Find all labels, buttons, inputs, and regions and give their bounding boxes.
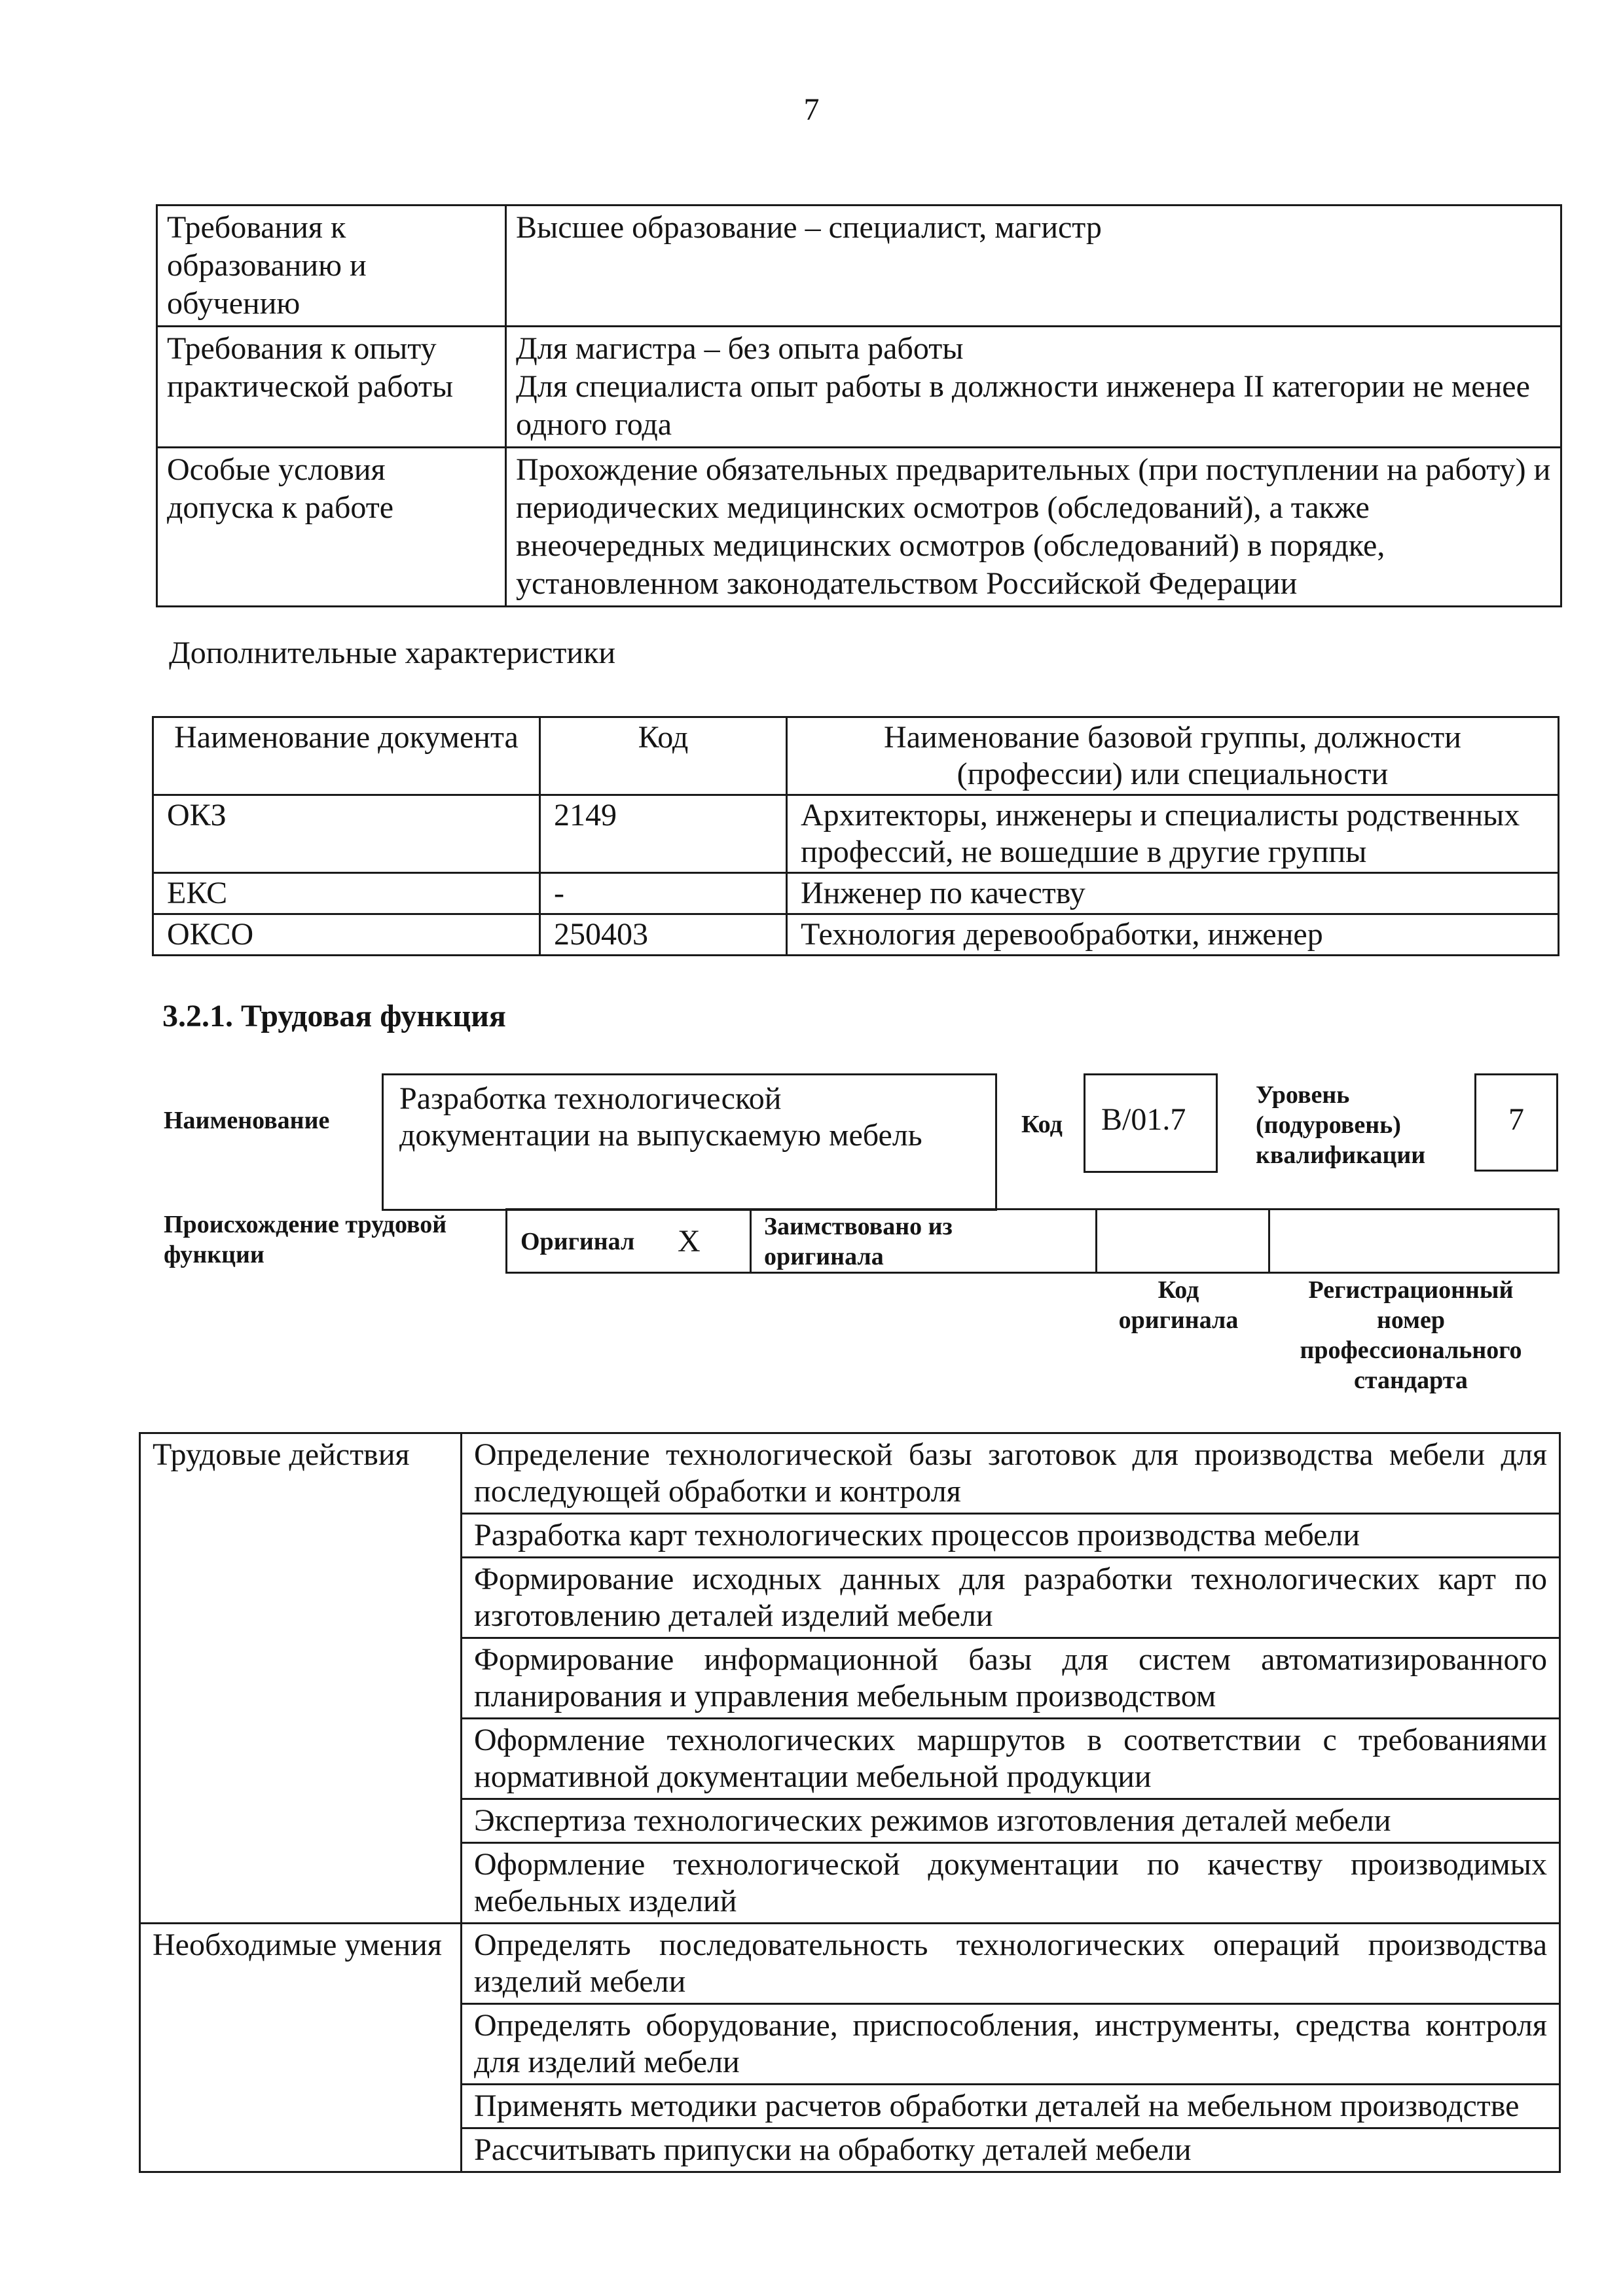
table-row — [157, 327, 1561, 448]
details-item: Разработка карт технологических процессов производства мебели — [462, 1514, 1560, 1558]
function-code: B/01.7 — [1101, 1102, 1186, 1137]
requirements-table — [156, 204, 1562, 607]
table-row — [140, 1433, 1560, 1514]
table-row — [153, 914, 1559, 956]
details-table — [139, 1432, 1561, 2173]
table-cell: Архитекторы, инженеры и специалисты родственных профессий, не вошедшие в другие группы — [787, 795, 1559, 873]
details-label: Необходимые умения — [140, 1924, 462, 2172]
table-cell: Инженер по качеству — [787, 873, 1559, 914]
table-cell: 250403 — [540, 914, 787, 956]
divider — [1095, 1210, 1097, 1272]
requirement-value: Высшее образование – специалист, магистр — [506, 206, 1561, 327]
function-name: Разработка технологической документации на выпускаемую мебель — [399, 1081, 922, 1153]
original-mark: X — [678, 1224, 701, 1259]
requirement-label: Особые условия допуска к работе — [157, 448, 506, 607]
details-item: Определять оборудование, приспособления, инструменты, средства контроля для изделий мебели — [462, 2004, 1560, 2085]
column-header: Наименование документа — [153, 717, 540, 795]
table-cell: - — [540, 873, 787, 914]
original-label: Оригинал — [520, 1228, 635, 1255]
details-item: Рассчитывать припуски на обработку деталей мебели — [462, 2128, 1560, 2172]
table-row — [153, 795, 1559, 873]
level-value: 7 — [1508, 1102, 1524, 1137]
table-header-row — [153, 717, 1559, 795]
divider — [1268, 1210, 1270, 1272]
page-number: 7 — [803, 92, 820, 127]
table-cell: ЕКС — [153, 873, 540, 914]
details-item: Экспертиза технологических режимов изготовления деталей мебели — [462, 1799, 1560, 1843]
details-item: Формирование информационной базы для систем автоматизированного планирования и управления мебельным производством — [462, 1638, 1560, 1719]
details-label: Трудовые действия — [140, 1433, 462, 1924]
origin-box — [505, 1208, 1559, 1274]
requirement-label: Требования к образованию и обучению — [157, 206, 506, 327]
table-cell: 2149 — [540, 795, 787, 873]
origin-label: Происхождение трудовой функции — [164, 1211, 447, 1268]
additional-table — [152, 716, 1559, 956]
table-row — [157, 448, 1561, 607]
function-code-box — [1084, 1073, 1218, 1173]
code-original-caption: Код оригинала — [1118, 1276, 1239, 1334]
additional-title: Дополнительные характеристики — [169, 636, 616, 670]
level-box — [1474, 1073, 1558, 1172]
table-cell: ОКЗ — [153, 795, 540, 873]
divider — [750, 1210, 752, 1272]
column-header: Код — [540, 717, 787, 795]
table-row — [153, 873, 1559, 914]
borrowed-label: Заимствовано из оригинала — [764, 1213, 953, 1270]
details-item: Определять последовательность технологических операций производства изделий мебели — [462, 1924, 1560, 2004]
requirement-value: Для магистра – без опыта работы Для специалиста опыт работы в должности инженера II категории не менее одного года — [506, 327, 1561, 448]
table-row — [140, 1924, 1560, 2004]
table-cell: Технология деревообработки, инженер — [787, 914, 1559, 956]
level-label: Уровень (подуровень) квалификации — [1256, 1081, 1426, 1169]
details-item: Формирование исходных данных для разработки технологических карт по изготовлению деталей изделий мебели — [462, 1558, 1560, 1638]
details-item: Оформление технологических маршрутов в соответствии с требованиями нормативной документации мебельной продукции — [462, 1719, 1560, 1799]
function-name-box — [382, 1073, 997, 1211]
column-header: Наименование базовой группы, должности (профессии) или специальности — [787, 717, 1559, 795]
section-heading: 3.2.1. Трудовая функция — [162, 999, 506, 1033]
table-row — [157, 206, 1561, 327]
requirement-label: Требования к опыту практической работы — [157, 327, 506, 448]
requirement-value: Прохождение обязательных предварительных (при поступлении на работу) и периодических медицинских осмотров (обследований), а также внеочередных медицинских осмотров (обследований) в порядке, установленном законодательством Российской Федерации — [506, 448, 1561, 607]
details-item: Оформление технологической документации по качеству производимых мебельных изделий — [462, 1843, 1560, 1924]
code-label: Код — [1021, 1111, 1063, 1138]
details-item: Применять методики расчетов обработки деталей на мебельном производстве — [462, 2085, 1560, 2128]
details-item: Определение технологической базы заготовок для производства мебели для последующей обработки и контроля — [462, 1433, 1560, 1514]
table-cell: ОКСО — [153, 914, 540, 956]
name-label: Наименование — [164, 1107, 330, 1134]
reg-number-caption: Регистрационный номер профессионального стандарта — [1300, 1276, 1522, 1394]
